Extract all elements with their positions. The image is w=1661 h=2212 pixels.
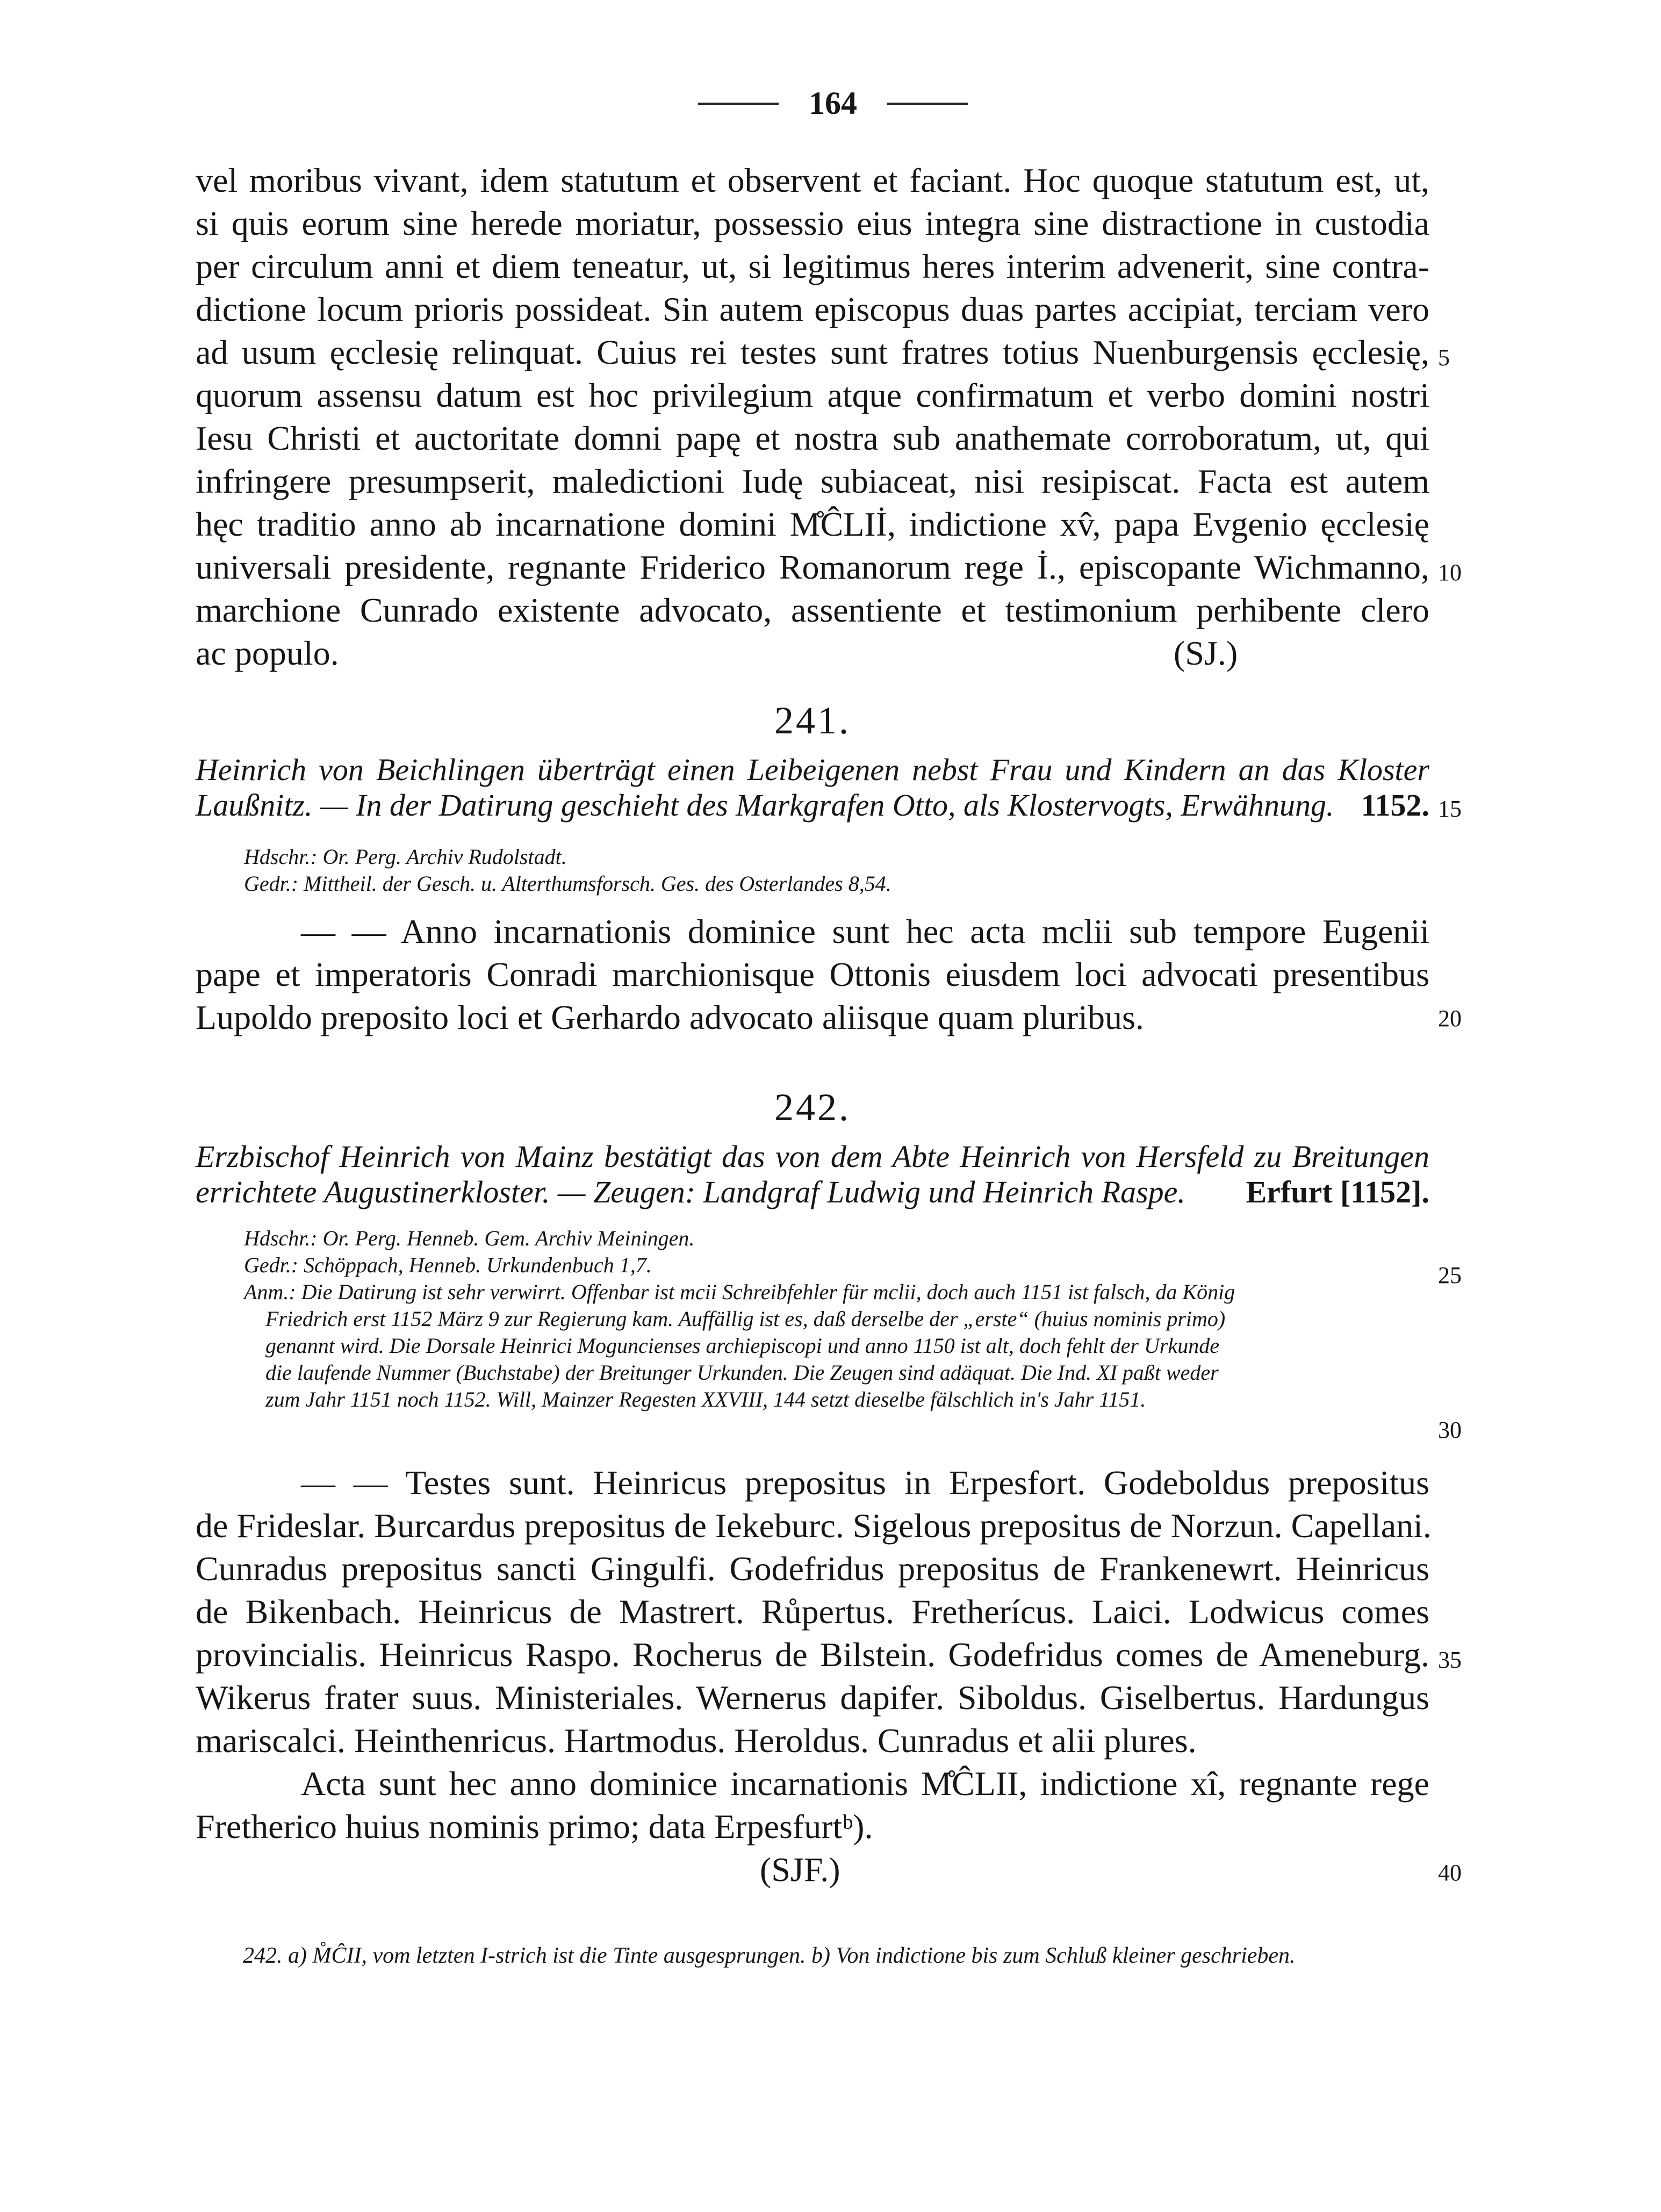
regest-241 bbox=[196, 752, 1429, 823]
annotation-line: Friedrich erst 1152 März 9 zur Regierung kam. Auffällig ist es, daß derselbe der „erste“ (huius nominis primo) bbox=[265, 1307, 1226, 1331]
annotation-line: Anm.: Die Datirung ist sehr verwirrt. Offenbar ist mcii Schreibfehler für mclii, doch auch 1151 ist falsch, da König bbox=[244, 1280, 1235, 1304]
text-241 bbox=[196, 910, 1429, 1039]
text-line-end: ac populo. bbox=[196, 634, 339, 672]
line-number: 10 bbox=[1438, 559, 1462, 586]
sources-241 bbox=[196, 844, 1429, 897]
text-line: Cunradus prepositus sancti Gingulfi. Godefridus prepositus de Frankenewrt. Heinricus bbox=[196, 1550, 1429, 1588]
regest-line: Heinrich von Beichlingen überträgt einen Leibeigenen nebst Frau und Kindern an das Kloster bbox=[196, 752, 1429, 787]
text-line: Wikerus frater suus. Ministeriales. Wernerus dapifer. Siboldus. Giselbertus. Hardungus bbox=[196, 1678, 1429, 1717]
text-line bbox=[196, 632, 1429, 675]
annotation-line: zum Jahr 1151 noch 1152. Will, Mainzer Regesten XXVIII, 144 setzt dieselbe fälschlich in's Jahr 1151. bbox=[265, 1387, 1146, 1411]
line-number: 5 bbox=[1438, 344, 1450, 371]
print-note: Gedr.: Mittheil. der Gesch. u. Alterthumsforsch. Ges. des Osterlandes 8,54. bbox=[244, 871, 891, 896]
text-line: mariscalci. Heinthenricus. Hartmodus. Heroldus. Cunradus et alii plures. bbox=[196, 1721, 1197, 1760]
print-note: Gedr.: Schöppach, Henneb. Urkundenbuch 1,7. bbox=[244, 1253, 652, 1277]
page-header bbox=[645, 85, 1021, 122]
text-line: pape et imperatoris Conradi marchionisque Ottonis eiusdem loci advocati presentibus bbox=[196, 955, 1429, 993]
text-line: — — Testes sunt. Heinricus prepositus in Erpesfort. Godeboldus prepositus bbox=[301, 1464, 1429, 1502]
text-line: — — Anno incarnationis dominice sunt hec acta mclii sub tempore Eugenii bbox=[301, 912, 1429, 950]
text-line: Lupoldo preposito loci et Gerhardo advocato aliisque quam pluribus. bbox=[196, 998, 1144, 1036]
regest-line bbox=[196, 1175, 1429, 1210]
footnote: 242. a) M̊ĈII, vom letzten I-strich ist die Tinte ausgesprungen. b) Von indictione bis zum Schluß kleiner geschrieben. bbox=[243, 1943, 1296, 1968]
text-line: per circulum anni et diem teneatur, ut, si legitimus heres interim advenerit, sine contra- bbox=[196, 247, 1429, 285]
text-line bbox=[196, 1848, 1429, 1891]
annotation-line: die laufende Nummer (Buchstabe) der Breitunger Urkunden. Die Zeugen sind adäquat. Die Ind. XI paßt weder bbox=[265, 1360, 1219, 1385]
text-line: de Bikenbach. Heinricus de Mastrert. Růpertus. Fretherícus. Laici. Lodwicus comes bbox=[196, 1593, 1429, 1631]
text-line: quorum assensu datum est hoc privilegium atque confirmatum et verbo domini nostri bbox=[196, 376, 1429, 414]
regest-text: errichtete Augustinerkloster. — Zeugen: Landgraf Ludwig und Heinrich Raspe. bbox=[196, 1175, 1185, 1209]
regest-242 bbox=[196, 1139, 1429, 1210]
text-242 bbox=[196, 1461, 1432, 1891]
text-line: hęc traditio anno ab incarnatione domini M̊ĈLIİ, indictione xv̂, papa Evgenio ęcclesię bbox=[196, 505, 1429, 543]
text-line: Iesu Christi et auctoritate domni papę et nostra sub anathemate corroboratum, ut, qui bbox=[196, 419, 1429, 457]
regest-text: Laußnitz. — In der Datirung geschieht des Markgrafen Otto, als Klostervogts, Erwähnung. bbox=[196, 788, 1334, 823]
header-rule-left bbox=[698, 103, 779, 105]
regest-date: 1152. bbox=[1361, 788, 1429, 823]
line-number: 30 bbox=[1438, 1417, 1462, 1443]
line-number: 25 bbox=[1438, 1262, 1462, 1288]
text-line: de Frideslar. Burcardus prepositus de Iekeburc. Sigelous prepositus de Norzun. Capellani. bbox=[196, 1507, 1432, 1545]
upper-text bbox=[196, 159, 1429, 675]
signature: (SJF.) bbox=[760, 1850, 840, 1889]
line-number: 35 bbox=[1438, 1647, 1462, 1673]
manuscript-note: Hdschr.: Or. Perg. Archiv Rudolstadt. bbox=[244, 845, 567, 869]
text-line: provincialis. Heinricus Raspo. Rocherus de Bilstein. Godefridus comes de Ameneburg. bbox=[196, 1635, 1429, 1674]
line-number: 40 bbox=[1438, 1860, 1462, 1886]
regest-date: Erfurt [1152]. bbox=[1246, 1175, 1429, 1209]
line-number: 20 bbox=[1438, 1005, 1462, 1032]
document-number-242: 242. bbox=[774, 1086, 851, 1129]
text-line: vel moribus vivant, idem statutum et observent et faciant. Hoc quoque statutum est, ut, bbox=[196, 161, 1429, 199]
regest-line bbox=[196, 788, 1429, 823]
text-line: infringere presumpserit, maledictioni Iudę subiaceat, nisi resipiscat. Facta est autem bbox=[196, 462, 1429, 500]
acta-line: Acta sunt hec anno dominice incarnationis M̊ĈLII, indictione xî, regnante rege bbox=[301, 1764, 1429, 1803]
line-number: 15 bbox=[1438, 796, 1462, 822]
acta-line: Fretherico huius nominis primo; data Erpesfurtᵇ). bbox=[196, 1807, 873, 1846]
text-line: ad usum ęcclesię relinquat. Cuius rei testes sunt fratres totius Nuenburgensis ęcclesię, bbox=[196, 333, 1429, 371]
annotation-line: genannt wird. Die Dorsale Heinrici Moguncienses archiepiscopi und anno 1150 ist alt, doch fehlt der Urkunde bbox=[265, 1334, 1219, 1358]
text-line: marchione Cunrado existente advocato, assentiente et testimonium perhibente clero bbox=[196, 591, 1429, 629]
text-line: universali presidente, regnante Friderico Romanorum rege İ., episcopante Wichmanno, bbox=[196, 548, 1429, 586]
page-number: 164 bbox=[809, 85, 857, 121]
signature: (SJ.) bbox=[1174, 634, 1238, 672]
sources-242 bbox=[196, 1225, 1429, 1413]
text-line: dictione locum prioris possideat. Sin autem episcopus duas partes accipiat, terciam vero bbox=[196, 290, 1429, 328]
text-line: si quis eorum sine herede moriatur, possessio eius integra sine distractione in custodia bbox=[196, 204, 1429, 242]
header-rule-right bbox=[887, 103, 968, 105]
document-number-241: 241. bbox=[774, 699, 851, 742]
regest-line: Erzbischof Heinrich von Mainz bestätigt das von dem Abte Heinrich von Hersfeld zu Breitungen bbox=[196, 1139, 1429, 1174]
manuscript-note: Hdschr.: Or. Perg. Henneb. Gem. Archiv Meiningen. bbox=[244, 1226, 695, 1250]
